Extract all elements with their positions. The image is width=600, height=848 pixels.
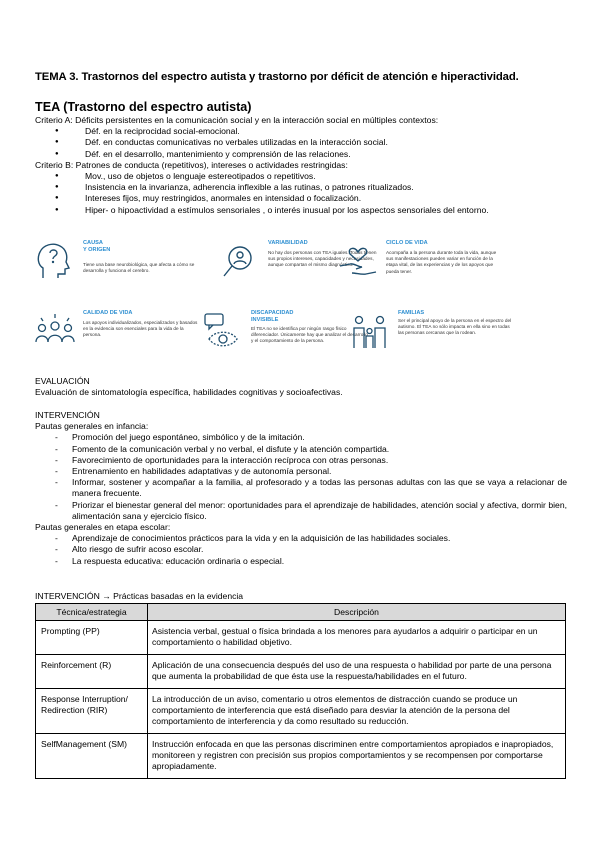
description-cell: La introducción de un aviso, comentario u otros elementos de distracción cuando se produce un comportamiento de interferencia que está diseñado para desviar la atención de la persona del comportamiento de interferencia y da como resultado su reducción. [148, 689, 566, 734]
list-item: - Favorecimiento de oportunidades para la interacción recíproca con otras personas. [35, 455, 567, 466]
card-label: VARIABILIDAD [268, 240, 308, 246]
technique-cell: SelfManagement (SM) [36, 734, 148, 779]
card-description: No hay dos personas con TEA iguales. Todas tienen sus propios intereses, capacidades y necesidades, aunque compartan el mismo diagnóstico. [268, 250, 377, 268]
section-heading: EVALUACIÓN [35, 376, 90, 386]
people-group-icon [33, 308, 77, 352]
list-item: - Fomento de la comunicación verbal y no verbal, el disfute y la atención compartida. [35, 444, 567, 455]
list-item: ● Déf. en la reciprocidad social-emocional. [35, 126, 489, 137]
card-description: Los apoyos individualizados, especializados y basados en la evidencia son esenciales para la vida de la persona. [83, 320, 198, 338]
family-icon [348, 308, 392, 352]
intervencion-section [35, 410, 567, 567]
infographic-card [201, 306, 371, 368]
list-item: - La respuesta educativa: educación ordinaria o especial. [35, 556, 567, 567]
eye-speech-icon [201, 308, 245, 352]
card-description: El TEA no se identifica por ningún rasgo físico diferenciador. Únicamente hay que analizar el desarrollo y el comportamiento de la persona. [251, 326, 368, 344]
criterio-b: Criterio B: Patrones de conducta (repetitivos), intereses o actividades restringidas: [35, 159, 348, 170]
evaluacion-text: Evaluación de sintomatología específica, habilidades cognitivas y socioafectivas. [35, 387, 343, 398]
page-title: TEMA 3. Trastornos del espectro autista y trastorno por déficit de atención e hiperactividad. [35, 71, 519, 83]
table-row [36, 655, 566, 689]
list-item: - Entrenamiento en habilidades adaptativas y de autonomía personal. [35, 466, 567, 477]
list-item: ● Mov., uso de objetos o lenguaje estereotipados o repetitivos. [35, 171, 489, 182]
card-description: Tiene una base neurobiológica, que afecta a cómo se desarrolla y funciona el cerebro. [83, 262, 195, 274]
technique-cell: Prompting (PP) [36, 621, 148, 655]
table-caption: INTERVENCIÓN → Prácticas basadas en la evidencia [35, 591, 244, 601]
list-item: - Informar, sostener y acompañar a la familia, al profesorado y a todas las personas adultas con las que se vaya a relacionar de manera frecuente. [35, 477, 567, 499]
list-item: ● Hiper- o hipoactividad a estímulos sensoriales , o interés inusual por los aspectos sensoriales del entorno. [35, 205, 489, 216]
table-row [36, 621, 566, 655]
list-item: ● Déf. en conductas comunicativas no verbales utilizadas en la interacción social. [35, 137, 489, 148]
criterio-a: Criterio A: Déficits persistentes en la comunicación social y en la interacción social en múltiples contextos: [35, 115, 439, 125]
table-header-row [36, 604, 566, 621]
tea-heading: TEA (Trastorno del espectro autista) [35, 100, 252, 114]
infographic-card [33, 306, 203, 368]
head-question-icon [33, 238, 77, 282]
list-item: - Priorizar el bienestar general del menor: oportunidades para el aprendizaje de habilidades, atención social y afectiva, dormir bien, alimentación sana y ejercicio físico. [35, 500, 567, 522]
section-heading: INTERVENCIÓN [35, 410, 100, 420]
description-cell: Asistencia verbal, gestual o física brindada a los menores para ayudarlos a adquirir o participar en un comportamiento o habilidad objetivo. [148, 621, 566, 655]
card-label: CICLO DE VIDA [386, 240, 428, 246]
technique-cell: Reinforcement (R) [36, 655, 148, 689]
column-header: Técnica/estrategia [36, 604, 148, 621]
infographic-card [336, 236, 506, 298]
card-label: CALIDAD DE VIDA [83, 310, 133, 316]
practices-table [35, 603, 566, 779]
list-item: - Alto riesgo de sufrir acoso escolar. [35, 544, 567, 555]
list-item: ● Insistencia en la invarianza, adherencia inflexible a las rutinas, o patrones ritualizados. [35, 182, 489, 193]
description-cell: Instrucción enfocada en que las personas discriminen entre comportamientos apropiados e inapropiados, monitoreen y registren con precisión sus propios comportamientos y se recompensen por comportarse apropiadamente. [148, 734, 566, 779]
card-description: Ser el principal apoyo de la persona en el espectro del autismo. El TEA no sólo impacta en ella sino en todas las personas cercanas que la rodean. [398, 318, 512, 336]
infographic-card [33, 236, 203, 298]
table-row [36, 689, 566, 734]
technique-cell: Response Interruption/ Redirection (RIR) [36, 689, 148, 734]
list-item: ● Déf. en el desarrollo, mantenimiento y comprensión de las relaciones. [35, 149, 489, 160]
sublabel: Pautas generales en infancia: [35, 421, 149, 432]
card-label: FAMILIAS [398, 310, 425, 316]
list-item: - Aprendizaje de conocimientos prácticos para la vida y en la adquisición de las habilidades sociales. [35, 533, 567, 544]
description-cell: Aplicación de una consecuencia después del uso de una respuesta o habilidad por parte de una persona que aumenta la probabilidad de que ésta use la respuesta/habilidades en el futuro. [148, 655, 566, 689]
column-header: Descripción [148, 604, 566, 621]
infographic-card [348, 306, 518, 368]
card-label: CAUSA Y ORIGEN [83, 240, 111, 253]
criteria-section [35, 115, 489, 216]
evaluacion-section [35, 376, 343, 398]
table-row [36, 734, 566, 779]
hands-heart-icon [336, 238, 380, 282]
card-label: DISCAPACIDAD INVISIBLE [251, 310, 294, 323]
tea-infographic [33, 236, 573, 370]
sublabel: Pautas generales en etapa escolar: [35, 522, 171, 533]
list-item: ● Intereses fijos, muy restringidos, anormales en intensidad o focalización. [35, 193, 489, 204]
magnifier-icon [218, 238, 262, 282]
card-description: Acompaña a la persona durante toda la vida, aunque sus manifestaciones pueden variar en función de la etapa vital, de las experiencias y de los apoyos que pueda tener. [386, 250, 497, 274]
list-item: - Promoción del juego espontáneo, simbólico y de la imitación. [35, 432, 567, 443]
